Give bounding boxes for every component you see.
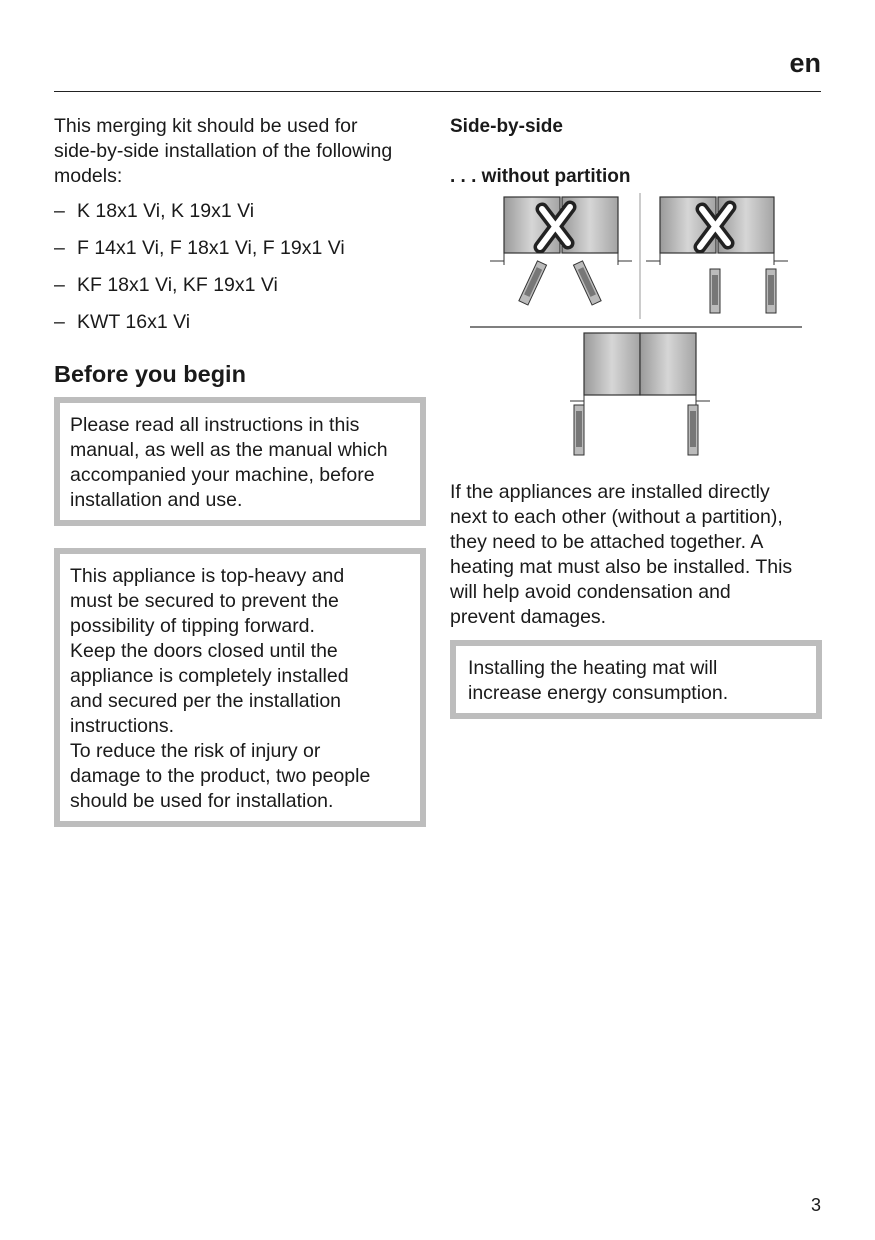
body-line: If the appliances are installed directly [450, 481, 770, 503]
note-box-read-instructions [54, 397, 426, 526]
right-column [450, 114, 822, 719]
model-text: F 14x1 Vi, F 18x1 Vi, F 19x1 Vi [77, 237, 345, 259]
language-code: en [789, 48, 821, 78]
warning-line: must be secured to prevent the [70, 590, 339, 612]
without-partition-heading: . . . without partition [450, 166, 631, 187]
warning-line: damage to the product, two people [70, 765, 371, 787]
bullet-dash: – [54, 237, 65, 259]
warning-line: instructions. [70, 715, 175, 737]
model-list-item [54, 273, 426, 298]
body-line: next to each other (without a partition), [450, 506, 783, 528]
warning-box-top-heavy [54, 548, 426, 827]
left-column [54, 114, 426, 827]
warning-line: This appliance is top-heavy and [70, 565, 345, 587]
model-list-item [54, 199, 426, 224]
intro-paragraph [54, 114, 426, 189]
note-line: Please read all instructions in this [70, 414, 360, 436]
body-line: prevent damages. [450, 606, 607, 628]
correct-door-pair [570, 333, 710, 455]
bullet-dash: – [54, 200, 65, 222]
warning-line: should be used for installation. [70, 790, 334, 812]
intro-line: This merging kit should be used for [54, 115, 358, 137]
page-number: 3 [810, 1195, 821, 1215]
warning-line: appliance is completely installed [70, 665, 349, 687]
model-list-item [54, 310, 426, 335]
body-line: heating mat must also be installed. This [450, 556, 793, 578]
model-list-item [54, 236, 426, 261]
note-line: accompanied your machine, before [70, 464, 375, 486]
note-line: Installing the heating mat will [468, 657, 718, 679]
model-text: KF 18x1 Vi, KF 19x1 Vi [77, 274, 278, 296]
section-title: Before you begin [54, 361, 246, 387]
bullet-dash: – [54, 311, 65, 333]
warning-line: and secured per the installation [70, 690, 342, 712]
model-text: K 18x1 Vi, K 19x1 Vi [77, 200, 255, 222]
body-line: will help avoid condensation and [450, 581, 731, 603]
side-by-side-heading: Side-by-side [450, 116, 563, 137]
intro-line: models: [54, 165, 123, 187]
intro-line: side-by-side installation of the following [54, 140, 393, 162]
note-line: increase energy consumption. [468, 682, 729, 704]
header-rule [54, 91, 821, 92]
note-line: installation and use. [70, 489, 243, 511]
warning-line: Keep the doors closed until the [70, 640, 338, 662]
warning-line: To reduce the risk of injury or [70, 740, 321, 762]
warning-line: possibility of tipping forward. [70, 615, 315, 637]
model-text: KWT 16x1 Vi [77, 311, 191, 333]
body-paragraph [450, 480, 822, 630]
bullet-dash: – [54, 274, 65, 296]
note-line: manual, as well as the manual which [70, 439, 388, 461]
body-line: they need to be attached together. A [450, 531, 764, 553]
installation-illustration [450, 191, 822, 463]
model-list [54, 199, 426, 335]
note-box-heating-mat [450, 640, 822, 719]
